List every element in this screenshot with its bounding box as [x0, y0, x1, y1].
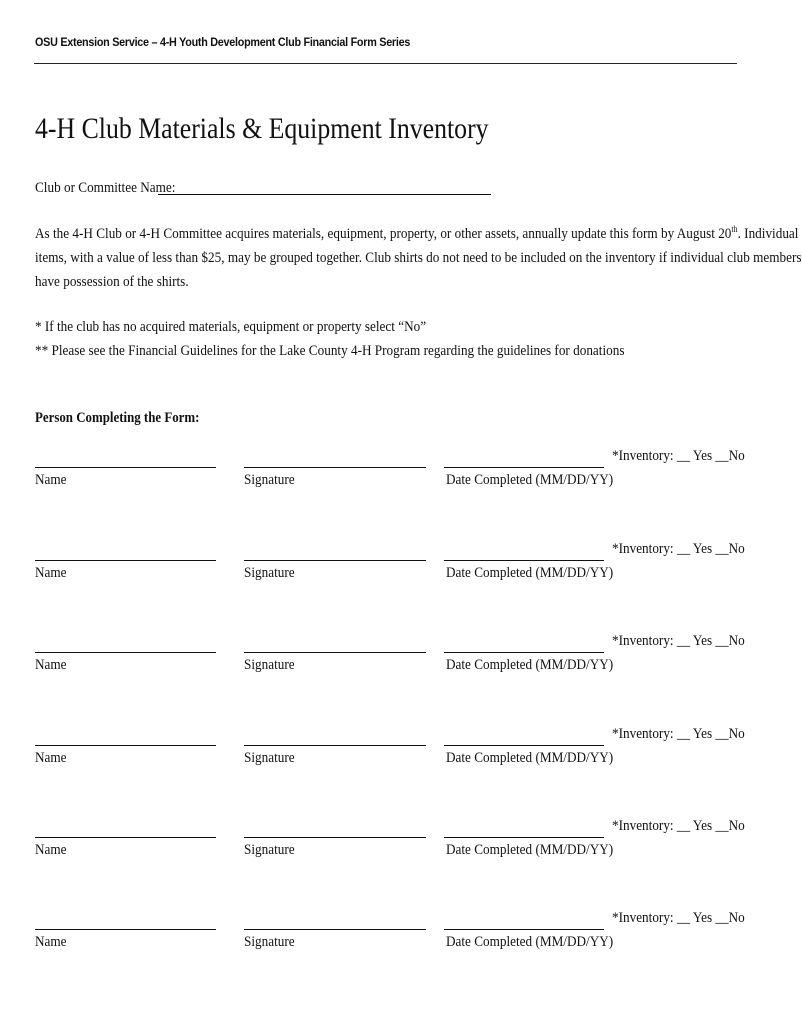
signature-input-line[interactable] [244, 560, 426, 561]
date-completed-label: Date Completed (MM/DD/YY) [446, 472, 614, 488]
date-input-line[interactable] [444, 652, 604, 653]
date-completed-label: Date Completed (MM/DD/YY) [446, 934, 614, 950]
signature-row [0, 818, 770, 862]
inventory-yes-no[interactable]: *Inventory: __ Yes __No [612, 448, 745, 464]
signature-input-line[interactable] [244, 652, 426, 653]
instructions-line-2: items, with a value of less than $25, may be grouped together. Club shirts do not need to be included on the inventory if individual club members [35, 250, 802, 266]
instructions-line-1: As the 4-H Club or 4-H Committee acquires materials, equipment, property, or other assets, annually update this form by August 20th. Individual [35, 224, 799, 242]
date-completed-label: Date Completed (MM/DD/YY) [446, 565, 614, 581]
name-input-line[interactable] [35, 929, 216, 930]
inventory-yes-no[interactable]: *Inventory: __ Yes __No [612, 910, 745, 926]
name-label: Name [35, 842, 67, 858]
note-donations: ** Please see the Financial Guidelines for the Lake County 4-H Program regarding the guidelines for donations [35, 343, 625, 359]
date-completed-label: Date Completed (MM/DD/YY) [446, 842, 614, 858]
signature-input-line[interactable] [244, 837, 426, 838]
signature-input-line[interactable] [244, 745, 426, 746]
signature-row [0, 448, 770, 492]
name-label: Name [35, 750, 67, 766]
name-label: Name [35, 565, 67, 581]
ordinal-suffix: th [731, 224, 738, 234]
inventory-yes-no[interactable]: *Inventory: __ Yes __No [612, 726, 745, 742]
date-completed-label: Date Completed (MM/DD/YY) [446, 657, 614, 673]
signature-label: Signature [244, 934, 295, 950]
date-input-line[interactable] [444, 929, 604, 930]
signature-row [0, 633, 770, 677]
name-input-line[interactable] [35, 467, 216, 468]
date-input-line[interactable] [444, 745, 604, 746]
signature-label: Signature [244, 842, 295, 858]
signature-row [0, 541, 770, 585]
person-completing-heading: Person Completing the Form: [35, 410, 200, 426]
club-name-label: Club or Committee Name: [35, 180, 176, 196]
signature-label: Signature [244, 472, 295, 488]
header-divider [34, 63, 737, 64]
note-no-materials: * If the club has no acquired materials, equipment or property select “No” [35, 319, 427, 335]
name-label: Name [35, 934, 67, 950]
signature-input-line[interactable] [244, 467, 426, 468]
name-input-line[interactable] [35, 652, 216, 653]
page-title: 4-H Club Materials & Equipment Inventory [35, 112, 489, 145]
inventory-yes-no[interactable]: *Inventory: __ Yes __No [612, 818, 745, 834]
signature-row [0, 910, 770, 954]
name-input-line[interactable] [35, 745, 216, 746]
inventory-yes-no[interactable]: *Inventory: __ Yes __No [612, 633, 745, 649]
name-label: Name [35, 472, 67, 488]
signature-row [0, 726, 770, 770]
date-input-line[interactable] [444, 467, 604, 468]
signature-label: Signature [244, 565, 295, 581]
club-name-input-line[interactable] [158, 194, 491, 195]
instructions-paragraph [35, 222, 802, 294]
date-input-line[interactable] [444, 560, 604, 561]
footnotes [35, 315, 624, 363]
inventory-yes-no[interactable]: *Inventory: __ Yes __No [612, 541, 745, 557]
name-input-line[interactable] [35, 560, 216, 561]
signature-input-line[interactable] [244, 929, 426, 930]
signature-label: Signature [244, 657, 295, 673]
instructions-line-3: have possession of the shirts. [35, 274, 189, 290]
form-series-header: OSU Extension Service – 4-H Youth Development Club Financial Form Series [35, 35, 411, 49]
date-completed-label: Date Completed (MM/DD/YY) [446, 750, 614, 766]
date-input-line[interactable] [444, 837, 604, 838]
name-label: Name [35, 657, 67, 673]
name-input-line[interactable] [35, 837, 216, 838]
signature-label: Signature [244, 750, 295, 766]
